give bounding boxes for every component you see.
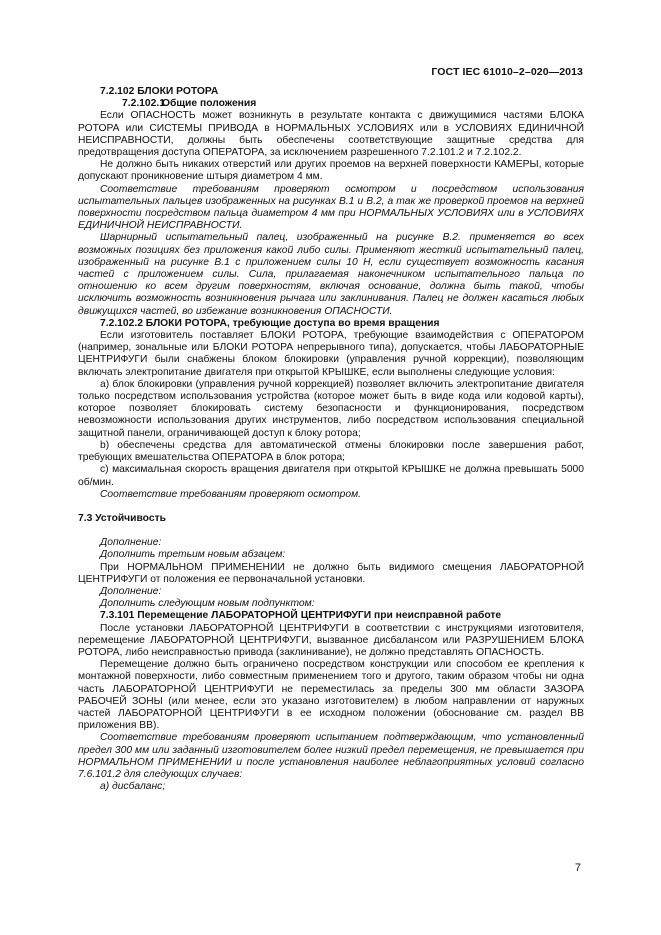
compliance-paragraph: Шарнирный испытательный палец, изображенный на рисунке В.2. применяется во всех возможных позициях без приложения какой либо силы. Применяют жесткий испытательный палец, изображенный на рисунке В.1 с приложением силы 10 Н, если существует возможность касания частей с приложением силы. Сила, прилагаемая наконечником испытательного пальца по отношению ко всем другим поверхностям, включая основание, должна быть такой, чтобы исключить возможность возникновения рычага или заклинивания. Палец не должен касаться любых движущихся частей, во избежание возникновения ОПАСНОСТИ. <box>78 232 584 317</box>
compliance-paragraph: Соответствие требованиям проверяют испытанием подтверждающим, что установленный предел 300 мм или заданный изготовителем более низкий предел перемещения, не превышается при НОРМАЛЬНОМ ПРИМЕНЕНИИ и после установления наиболее неблагоприятных условий согласно 7.6.101.2 для следующих случаев: <box>78 732 584 780</box>
amendment-note: Дополнить третьим новым абзацем: <box>100 549 286 561</box>
amendment-note: Дополнение: <box>100 537 162 549</box>
compliance-paragraph: Соответствие требованиям проверяют осмотром. <box>100 488 362 500</box>
section-title-7-2-102: 7.2.102 БЛОКИ РОТОРА <box>100 86 219 97</box>
document-code-header: ГОСТ IEC 61010–2–020—2013 <box>431 66 583 78</box>
section-title-7-3: 7.3 Устойчивость <box>78 512 166 524</box>
list-item-b: b) обеспечены средства для автоматической отмены блокировки после завершения работ, требующих вмешательства ОПЕРАТОРА в блок ротора; <box>78 439 584 464</box>
page-content <box>78 86 584 793</box>
amendment-note: Дополнить следующим новым подпунктом: <box>100 598 315 610</box>
list-item-a: а) блок блокировки (управления ручной коррекцией) позволяет включить электропитание двигателя только посредством использования устройства (которое может быть в виде кода или кодовой карты), которое позволяет блокировать систему безопасности и функционирования, посредством невозможности использования других инструментов, либо посредством использования специальной защитной панели, ограничивающей доступ к блоку ротора; <box>78 378 584 439</box>
subsection-title-7-3-101: 7.3.101 Перемещение ЛАБОРАТОРНОЙ ЦЕНТРИФУГИ при неисправной работе <box>100 610 502 622</box>
subsection-title-7-2-102-1 <box>78 98 584 110</box>
list-item-c: с) максимальная скорость вращения двигателя при открытой КРЫШКЕ не должна превышать 5000 об/мин. <box>78 464 584 488</box>
compliance-paragraph: Соответствие требованиям проверяют осмотром и посредством использования испытательных пальцев изображенных на рисунках В.1 и В.2, а так же проверкой проемов на верхней поверхности посредством пальца диаметром 4 мм при НОРМАЛЬНЫХ УСЛОВИЯХ или в УСЛОВИЯХ ЕДИНИЧНОЙ НЕИСПРАВНОСТИ. <box>78 183 584 232</box>
amendment-note: Дополнение: <box>100 585 162 597</box>
paragraph: Не должно быть никаких отверстий или других проемов на верхней поверхности КАМЕРЫ, которые допускают проникновение штыря диаметром 4 мм. <box>78 159 584 183</box>
paragraph: Если ОПАСНОСТЬ может возникнуть в результате контакта с движущимися частями БЛОКА РОТОРА или СИСТЕМЫ ПРИВОДА в НОРМАЛЬНЫХ УСЛОВИЯХ или в УСЛОВИЯХ ЕДИНИЧНОЙ НЕИСПРАВНОСТИ, должны быть обеспечены соответствующие защитные средства для предотвращения доступа ОПЕРАТОРА, за исключением разрешенного 7.2.101.2 и 7.2.102.2. <box>78 110 584 159</box>
paragraph: При НОРМАЛЬНОМ ПРИМЕНЕНИИ не должно быть видимого смещения ЛАБОРАТОРНОЙ ЦЕНТРИФУГИ от положения ее первоначальной установки. <box>78 561 584 585</box>
subsection-title-7-2-102-2: 7.2.102.2 БЛОКИ РОТОРА, требующие доступа во время вращения <box>100 317 440 329</box>
subsection-heading: Общие положения <box>162 98 257 110</box>
page-number: 7 <box>574 862 581 874</box>
list-item-a: а) дисбаланс; <box>100 781 166 793</box>
subsection-number: 7.2.102.1 <box>122 98 165 110</box>
paragraph: Перемещение должно быть ограничено посредством конструкции или способом ее крепления к монтажной поверхности, либо совместным применением того и другого, таким образом чтобы ни одна часть ЛАБОРАТОРНОЙ ЦЕНТРИФУГИ не переместилась за пределы 300 мм области ЗАЗОРА РАБОЧЕЙ ЗОНЫ (или менее, если это указано изготовителем) в любом направлении от наружных частей ЛАБОРАТОРНОЙ ЦЕНТРИФУГИ в ее исходном положении (обоснование см. раздел ВВ приложения ВВ). <box>78 659 584 732</box>
paragraph: Если изготовитель поставляет БЛОКИ РОТОРА, требующие взаимодействия с ОПЕРАТОРОМ (например, зональные или БЛОКИ РОТОРА непрерывного типа), допускается, чтобы ЛАБОРАТОРНЫЕ ЦЕНТРИФУГИ были снабжены блоком блокировки (управления ручной коррекции), позволяющим включать электропитание двигателя при открытой КРЫШКЕ, если выполнены следующие условия: <box>78 330 584 378</box>
paragraph: После установки ЛАБОРАТОРНОЙ ЦЕНТРИФУГИ в соответствии с инструкциями изготовителя, перемещение ЛАБОРАТОРНОЙ ЦЕНТРИФУГИ, вызванное дисбалансом или РАЗРУШЕНИЕМ БЛОКА РОТОРА, либо неисправностью привода (заклинивание), не должно представлять ОПАСНОСТЬ. <box>78 622 584 658</box>
